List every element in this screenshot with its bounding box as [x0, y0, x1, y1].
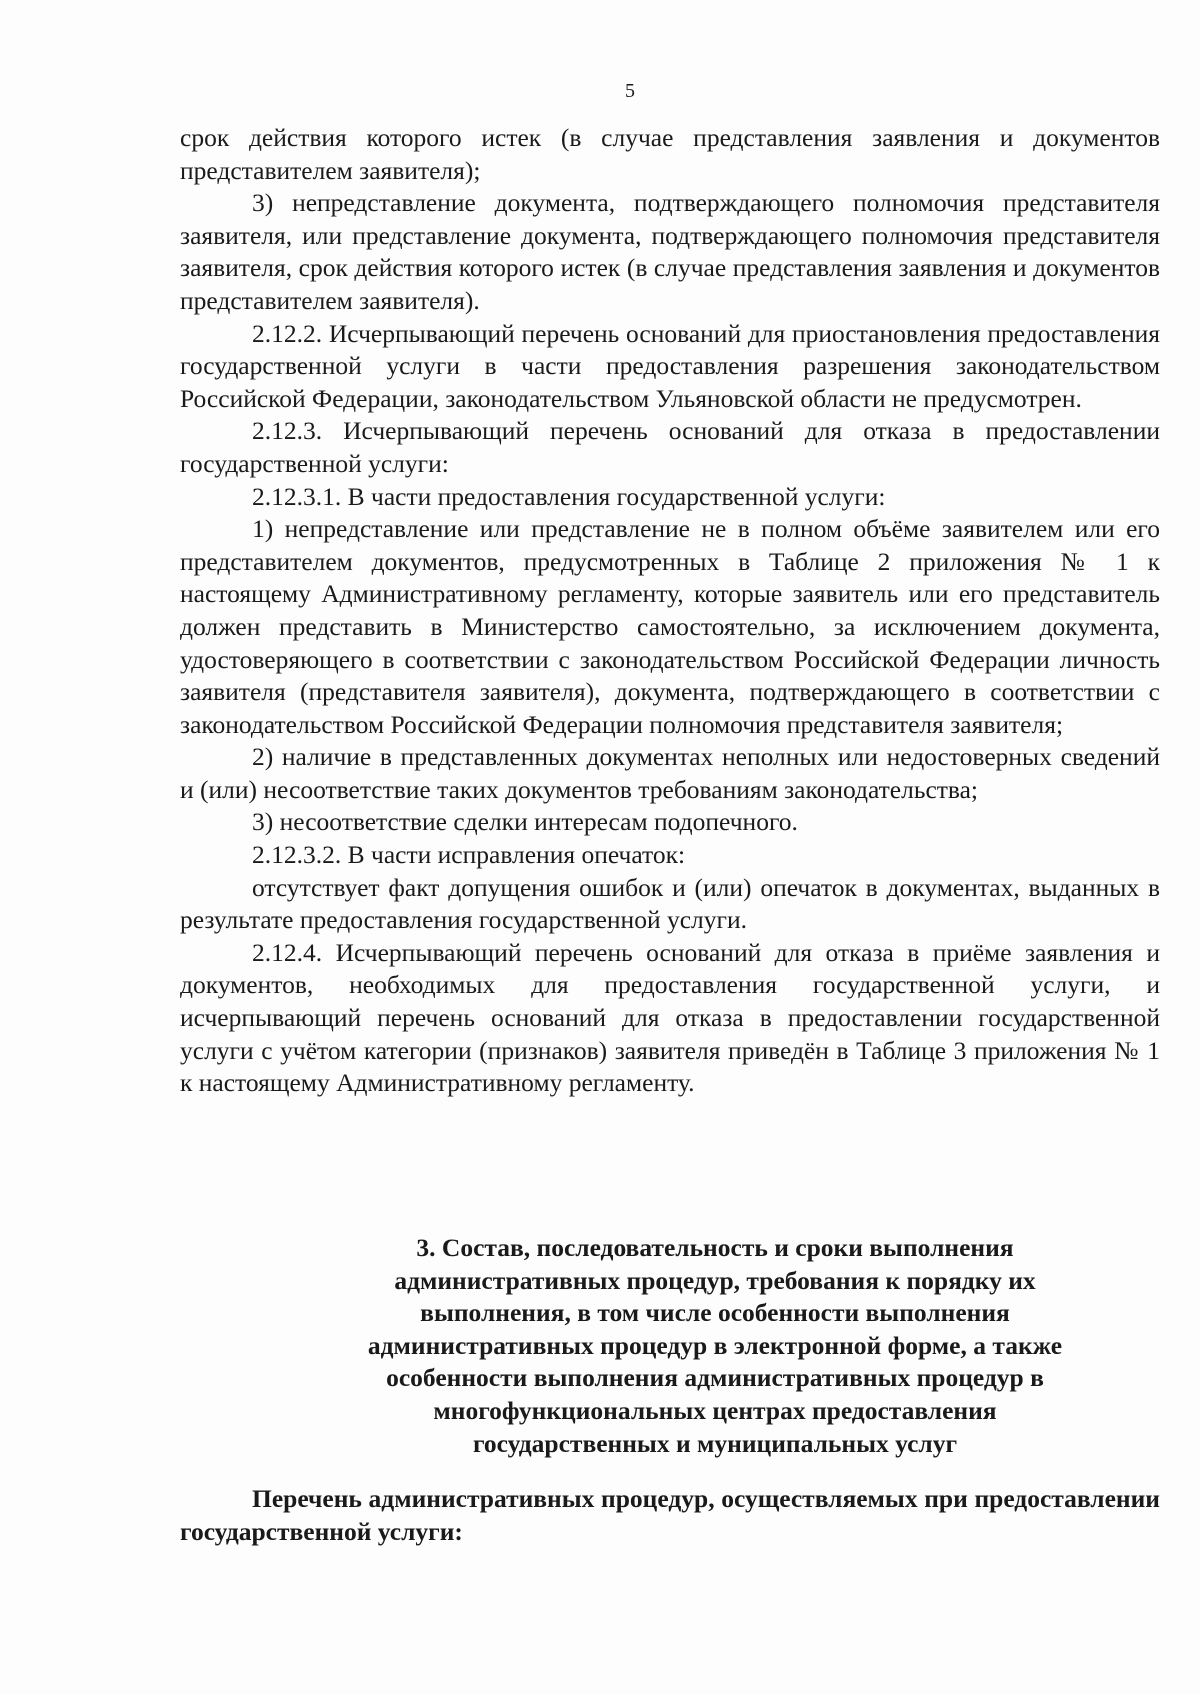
paragraph: 2) наличие в представленных документах неполных или недостоверных сведений и (или) несоответствие таких документов требованиям законодательства; [180, 742, 1160, 804]
section-heading: 3. Состав, последовательность и сроки выполнения административных процедур, требования к порядку их выполнения, в том числе особенности выполнения административных процедур в электронной форме, а также особенности выполнения административных процедур в многофункциональных центрах предоставления государственных и муниципальных услуг [367, 1233, 1063, 1458]
paragraph: 3) непредставление документа, подтверждающего полномочия представителя заявителя, или представление документа, подтверждающего полномочия представителя заявителя, срок действия которого истек (в случае представления заявления и документов представителем заявителя). [180, 188, 1160, 315]
body-text [180, 122, 1160, 1100]
page-number: 5 [625, 80, 635, 102]
paragraph: отсутствует факт допущения ошибок и (или) опечаток в документах, выданных в результате предоставления государственной услуги. [180, 872, 1160, 935]
paragraph: 2.12.3. Исчерпывающий перечень оснований для отказа в предоставлении государственной услуги: [180, 416, 1160, 478]
paragraph: 2.12.3.1. В части предоставления государственной услуги: [252, 481, 886, 511]
paragraph: 3) несоответствие сделки интересам подопечного. [252, 807, 798, 837]
paragraph: срок действия которого истек (в случае представления заявления и документов представителем заявителя); [180, 123, 1160, 185]
paragraph: 1) непредставление или представление не в полном объёме заявителем или его представителем документов, предусмотренных в Таблице 2 приложения № 1 к настоящему Административному регламенту, которые заявитель или его представитель должен представить в Министерство самостоятельно, за исключением документа, удостоверяющего в соответствии с законодательством Российской Федерации личность заявителя (представителя заявителя), документа, подтверждающего в соответствии с законодательством Российской Федерации полномочия представителя заявителя; [180, 514, 1160, 739]
paragraph: 2.12.3.2. В части исправления опечаток: [252, 840, 686, 870]
paragraph: 2.12.4. Исчерпывающий перечень оснований для отказа в приёме заявления и документов, необходимых для предоставления государственной услуги, и исчерпывающий перечень оснований для отказа в предоставлении государственной услуги с учётом категории (признаков) заявителя приведён в Таблице 3 приложения № 1 к настоящему Административному регламенту. [180, 937, 1160, 1098]
paragraph: 2.12.2. Исчерпывающий перечень оснований для приостановления предоставления государственной услуги в части предоставления разрешения законодательством Российской Федерации, законодательством Ульяновской области не предусмотрен. [180, 318, 1160, 413]
section-subheading: Перечень административных процедур, осуществляемых при предоставлении государственной услуги: [180, 1484, 1160, 1546]
